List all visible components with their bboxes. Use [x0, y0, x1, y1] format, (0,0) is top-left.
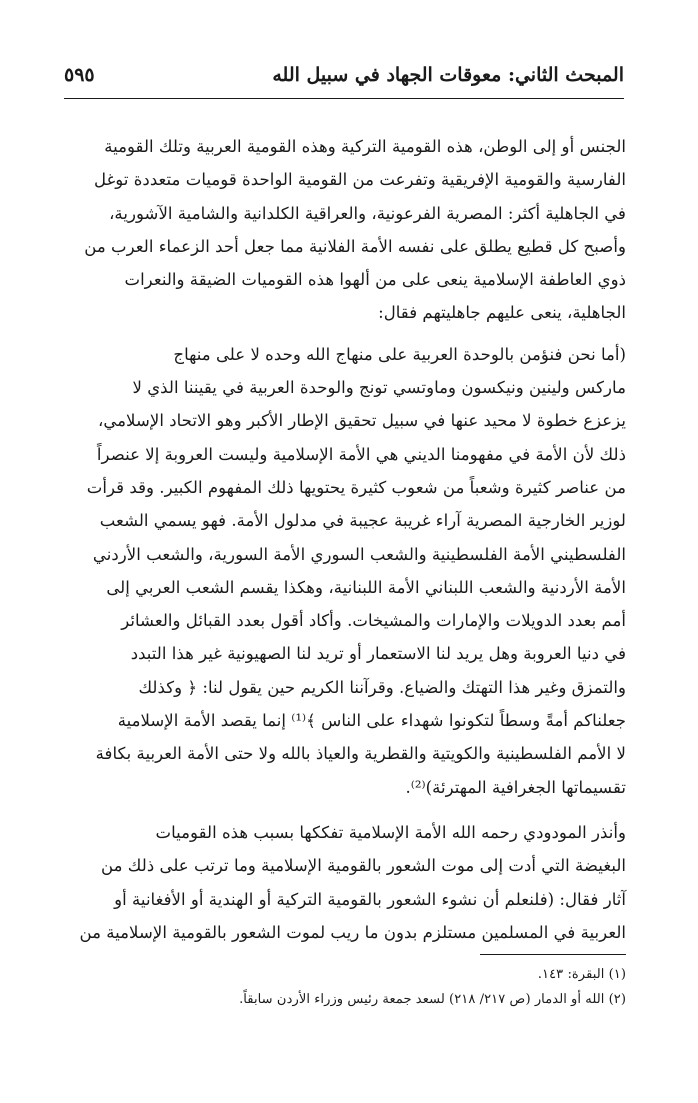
paragraph [64, 130, 626, 330]
text-line: جعلناكم أمةً وسطاً لتكونوا شهداء على الناس ﴾⁽¹⁾ إنما يقصد الأمة الإسلامية [117, 711, 626, 731]
text-line: ماركس ولينين ونيكسون وماوتسي تونج والوحدة العربية في يقيننا الذي لا [132, 378, 626, 398]
text-line: يزعزع خطوة لا محيد عنها في سبيل تحقيق الإطار الأكبر وهو الاتحاد الإسلامي، [97, 411, 626, 431]
text-line: العربية في المسلمين مستلزم بدون ما ريب لموت الشعور بالقومية الإسلامية من [79, 922, 626, 942]
quotation-paragraph [64, 338, 626, 804]
text-line: (أما نحن فنؤمن بالوحدة العربية على منهاج الله وحده لا على منهاج [173, 344, 626, 364]
text-line: البغيضة التي أدت إلى موت الشعور بالقومية الإسلامية وما ترتب على ذلك من [100, 856, 626, 876]
text-line: الأمة الأردنية والشعب اللبناني الأمة اللبنانية، وهكذا يقسم الشعب العربي إلى [106, 577, 626, 597]
text-line: أمم بعدد الدويلات والإمارات والمشيخات. وأكاد أقول بعدد القبائل والعشائر [121, 611, 626, 631]
text-line: لا الأمم الفلسطينية والكويتية والقطرية والعياذ بالله ولا حتى الأمة العربية بكافة [95, 744, 626, 764]
text-line: من عناصر كثيرة وشعباً من شعوب كثيرة يحتويها ذلك المفهوم الكبير. وقد قرأت [86, 477, 626, 497]
text-line: في الجاهلية أكثر: المصرية الفرعونية، والعراقية الكلدانية والشامية الآشورية، [109, 203, 626, 223]
text-line: والتمزق وغير هذا التهتك والضياع. وقرآننا الكريم حين يقول لنا: ﴿ وكذلك [138, 677, 626, 697]
paragraph [64, 816, 626, 949]
text-line: ذلك لأن الأمة في مفهومنا الديني هي الأمة الإسلامية وليست العروبة إلا عنصراً [96, 444, 626, 464]
text-line: الفلسطيني الأمة الفلسطينية والشعب السوري الأمة السورية، والشعب الأردني [92, 544, 626, 564]
text-line: وأنذر المودودي رحمه الله الأمة الإسلامية تفككها بسبب هذه القوميات [155, 822, 626, 842]
text-line: الجاهلية، ينعى عليهم جاهليتهم فقال: [378, 303, 626, 323]
main-text [64, 130, 626, 949]
footnote: (٢) الله أو الدمار (ص ٢١٧/ ٢١٨) لسعد جمعة رئيس وزراء الأردن سابقاً. [239, 992, 626, 1007]
footnote-separator [480, 954, 626, 955]
text-line: لوزير الخارجية المصرية آراء غريبة عجيبة في مدلول الأمة. فهو يسمي الشعب [99, 511, 626, 531]
text-line: تقسيماتها الجغرافية المهترئة)⁽²⁾. [405, 777, 626, 797]
page-number: ٥٩٥ [64, 64, 95, 86]
text-line: ذوي العاطفة الإسلامية ينعى على من ألهوا هذه القوميات الضيقة والنعرات [124, 270, 626, 290]
text-line: في دنيا العروبة وهل يريد لنا الاستعمار أو تريد لنا الصهيونية غير هذا التبدد [130, 644, 626, 664]
text-line: وأصبح كل قطيع يطلق على نفسه الأمة الفلانية مما جعل أحد الزعماء العرب من [84, 236, 626, 256]
chapter-title: المبحث الثاني: معوقات الجهاد في سبيل الله [272, 64, 624, 86]
text-line: الجنس أو إلى الوطن، هذه القومية التركية وهذه القومية العربية وتلك القومية [104, 137, 626, 156]
text-line: آثار فقال: (فلنعلم أن نشوء الشعور بالقومية التركية أو الهندية أو الأفغانية أو [114, 889, 626, 909]
header-rule [64, 98, 624, 99]
running-header [64, 64, 624, 86]
footnote: (١) البقرة: ١٤٣. [537, 967, 626, 982]
footnotes [86, 962, 626, 1012]
text-line: الفارسية والقومية الإفريقية وتفرعت من القومية الواحدة قوميات متعددة توغل [94, 170, 626, 190]
